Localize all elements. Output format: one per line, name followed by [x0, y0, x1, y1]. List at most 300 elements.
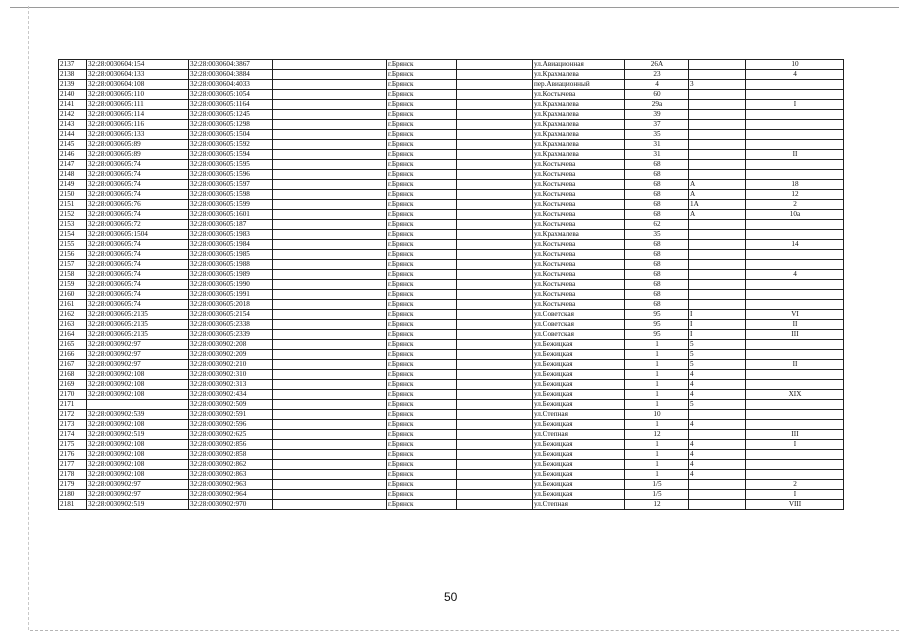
parcel-cadastral-cell: 32:28:0030604:133: [87, 70, 189, 80]
table-row: [59, 240, 844, 250]
parcel-cadastral-cell: 32:28:0030902:108: [87, 440, 189, 450]
premises-cell: [746, 340, 844, 350]
blank-cell: [273, 470, 387, 480]
building-cell: [689, 60, 746, 70]
building-cell: 4: [689, 420, 746, 430]
blank-cell: [273, 360, 387, 370]
blank-cell: [273, 220, 387, 230]
blank-cell: [273, 230, 387, 240]
table-row: [59, 300, 844, 310]
premises-cell: I: [746, 100, 844, 110]
parcel-cadastral-cell: 32:28:0030605:114: [87, 110, 189, 120]
blank-cell: [457, 320, 533, 330]
blank-cell: [273, 410, 387, 420]
table-row: [59, 290, 844, 300]
parcel-cadastral-cell: 32:28:0030605:116: [87, 120, 189, 130]
parcel-cadastral-cell: [87, 400, 189, 410]
object-cadastral-cell: 32:28:0030605:1991: [189, 290, 273, 300]
row-number-cell: 2174: [59, 430, 87, 440]
building-cell: I: [689, 320, 746, 330]
premises-cell: [746, 280, 844, 290]
row-number-cell: 2152: [59, 210, 87, 220]
blank-cell: [457, 260, 533, 270]
row-number-cell: 2154: [59, 230, 87, 240]
blank-cell: [273, 350, 387, 360]
parcel-cadastral-cell: 32:28:0030902:108: [87, 380, 189, 390]
house-number-cell: 1/5: [625, 490, 689, 500]
city-cell: г.Брянск: [387, 470, 457, 480]
street-cell: ул.Костычева: [533, 270, 625, 280]
building-cell: [689, 270, 746, 280]
building-cell: [689, 160, 746, 170]
table-row: [59, 120, 844, 130]
scan-edge-bottom: [30, 630, 899, 631]
scan-edge-top: [10, 7, 899, 8]
row-number-cell: 2163: [59, 320, 87, 330]
street-cell: ул.Бежицкая: [533, 480, 625, 490]
building-cell: I: [689, 310, 746, 320]
row-number-cell: 2171: [59, 400, 87, 410]
blank-cell: [457, 310, 533, 320]
house-number-cell: 39: [625, 110, 689, 120]
parcel-cadastral-cell: 32:28:0030605:2135: [87, 320, 189, 330]
building-cell: [689, 90, 746, 100]
parcel-cadastral-cell: 32:28:0030605:74: [87, 270, 189, 280]
row-number-cell: 2170: [59, 390, 87, 400]
street-cell: ул.Костычева: [533, 220, 625, 230]
register-sheet: [58, 59, 844, 510]
row-number-cell: 2140: [59, 90, 87, 100]
house-number-cell: 68: [625, 290, 689, 300]
blank-cell: [457, 150, 533, 160]
row-number-cell: 2165: [59, 340, 87, 350]
house-number-cell: 35: [625, 230, 689, 240]
object-cadastral-cell: 32:28:0030605:1983: [189, 230, 273, 240]
blank-cell: [457, 60, 533, 70]
premises-cell: II: [746, 150, 844, 160]
blank-cell: [457, 380, 533, 390]
blank-cell: [457, 480, 533, 490]
city-cell: г.Брянск: [387, 100, 457, 110]
house-number-cell: 1: [625, 450, 689, 460]
row-number-cell: 2149: [59, 180, 87, 190]
building-cell: [689, 100, 746, 110]
street-cell: ул.Бежицкая: [533, 350, 625, 360]
house-number-cell: 1: [625, 420, 689, 430]
building-cell: 4: [689, 470, 746, 480]
object-cadastral-cell: 32:28:0030605:1989: [189, 270, 273, 280]
table-row: [59, 490, 844, 500]
object-cadastral-cell: 32:28:0030902:858: [189, 450, 273, 460]
object-cadastral-cell: 32:28:0030604:3884: [189, 70, 273, 80]
object-cadastral-cell: 32:28:0030902:856: [189, 440, 273, 450]
table-row: [59, 440, 844, 450]
table-row: [59, 180, 844, 190]
street-cell: ул.Бежицкая: [533, 340, 625, 350]
building-cell: 5: [689, 360, 746, 370]
blank-cell: [273, 100, 387, 110]
city-cell: г.Брянск: [387, 480, 457, 490]
street-cell: ул.Костычева: [533, 190, 625, 200]
parcel-cadastral-cell: 32:28:0030902:539: [87, 410, 189, 420]
street-cell: ул.Костычева: [533, 160, 625, 170]
blank-cell: [273, 130, 387, 140]
street-cell: ул.Костычева: [533, 260, 625, 270]
row-number-cell: 2175: [59, 440, 87, 450]
house-number-cell: 26А: [625, 60, 689, 70]
register-body: [59, 60, 844, 510]
object-cadastral-cell: 32:28:0030902:209: [189, 350, 273, 360]
blank-cell: [273, 500, 387, 510]
table-row: [59, 200, 844, 210]
table-row: [59, 320, 844, 330]
house-number-cell: 37: [625, 120, 689, 130]
city-cell: г.Брянск: [387, 350, 457, 360]
house-number-cell: 68: [625, 170, 689, 180]
building-cell: [689, 150, 746, 160]
table-row: [59, 480, 844, 490]
object-cadastral-cell: 32:28:0030605:1596: [189, 170, 273, 180]
parcel-cadastral-cell: 32:28:0030902:108: [87, 390, 189, 400]
premises-cell: 4: [746, 70, 844, 80]
table-row: [59, 100, 844, 110]
house-number-cell: 31: [625, 150, 689, 160]
row-number-cell: 2161: [59, 300, 87, 310]
parcel-cadastral-cell: 32:28:0030604:108: [87, 80, 189, 90]
table-row: [59, 350, 844, 360]
premises-cell: 2: [746, 200, 844, 210]
parcel-cadastral-cell: 32:28:0030902:108: [87, 370, 189, 380]
blank-cell: [457, 360, 533, 370]
parcel-cadastral-cell: 32:28:0030605:133: [87, 130, 189, 140]
house-number-cell: 10: [625, 410, 689, 420]
street-cell: ул.Бежицкая: [533, 370, 625, 380]
blank-cell: [273, 120, 387, 130]
city-cell: г.Брянск: [387, 380, 457, 390]
street-cell: ул.Степная: [533, 430, 625, 440]
building-cell: [689, 430, 746, 440]
object-cadastral-cell: 32:28:0030605:2154: [189, 310, 273, 320]
table-row: [59, 380, 844, 390]
premises-cell: [746, 160, 844, 170]
row-number-cell: 2164: [59, 330, 87, 340]
city-cell: г.Брянск: [387, 330, 457, 340]
street-cell: ул.Костычева: [533, 210, 625, 220]
blank-cell: [273, 370, 387, 380]
object-cadastral-cell: 32:28:0030605:2338: [189, 320, 273, 330]
street-cell: ул.Бежицкая: [533, 390, 625, 400]
premises-cell: III: [746, 430, 844, 440]
house-number-cell: 68: [625, 260, 689, 270]
building-cell: [689, 290, 746, 300]
blank-cell: [457, 210, 533, 220]
parcel-cadastral-cell: 32:28:0030605:110: [87, 90, 189, 100]
building-cell: 4: [689, 460, 746, 470]
city-cell: г.Брянск: [387, 300, 457, 310]
blank-cell: [273, 450, 387, 460]
parcel-cadastral-cell: 32:28:0030902:108: [87, 420, 189, 430]
building-cell: [689, 230, 746, 240]
blank-cell: [457, 490, 533, 500]
building-cell: 4: [689, 440, 746, 450]
blank-cell: [457, 140, 533, 150]
house-number-cell: 4: [625, 80, 689, 90]
premises-cell: [746, 250, 844, 260]
street-cell: ул.Костычева: [533, 280, 625, 290]
object-cadastral-cell: 32:28:0030604:4033: [189, 80, 273, 90]
building-cell: [689, 120, 746, 130]
premises-cell: [746, 420, 844, 430]
street-cell: ул.Бежицкая: [533, 380, 625, 390]
row-number-cell: 2151: [59, 200, 87, 210]
table-row: [59, 460, 844, 470]
premises-cell: [746, 170, 844, 180]
street-cell: ул.Авиационная: [533, 60, 625, 70]
city-cell: г.Брянск: [387, 240, 457, 250]
table-row: [59, 420, 844, 430]
city-cell: г.Брянск: [387, 140, 457, 150]
premises-cell: [746, 400, 844, 410]
blank-cell: [273, 240, 387, 250]
blank-cell: [457, 130, 533, 140]
row-number-cell: 2144: [59, 130, 87, 140]
street-cell: ул.Бежицкая: [533, 360, 625, 370]
street-cell: ул.Костычева: [533, 90, 625, 100]
table-row: [59, 170, 844, 180]
object-cadastral-cell: 32:28:0030902:313: [189, 380, 273, 390]
object-cadastral-cell: 32:28:0030902:625: [189, 430, 273, 440]
house-number-cell: 68: [625, 210, 689, 220]
premises-cell: 2: [746, 480, 844, 490]
table-row: [59, 130, 844, 140]
blank-cell: [273, 110, 387, 120]
table-row: [59, 310, 844, 320]
city-cell: г.Брянск: [387, 180, 457, 190]
parcel-cadastral-cell: 32:28:0030605:74: [87, 160, 189, 170]
house-number-cell: 1: [625, 360, 689, 370]
house-number-cell: 68: [625, 250, 689, 260]
blank-cell: [273, 440, 387, 450]
blank-cell: [273, 250, 387, 260]
blank-cell: [457, 440, 533, 450]
street-cell: ул.Степная: [533, 410, 625, 420]
object-cadastral-cell: 32:28:0030605:2018: [189, 300, 273, 310]
premises-cell: [746, 220, 844, 230]
table-row: [59, 150, 844, 160]
city-cell: г.Брянск: [387, 450, 457, 460]
city-cell: г.Брянск: [387, 200, 457, 210]
parcel-cadastral-cell: 32:28:0030605:111: [87, 100, 189, 110]
object-cadastral-cell: 32:28:0030605:1245: [189, 110, 273, 120]
house-number-cell: 1: [625, 390, 689, 400]
row-number-cell: 2172: [59, 410, 87, 420]
building-cell: 5: [689, 400, 746, 410]
parcel-cadastral-cell: 32:28:0030605:1504: [87, 230, 189, 240]
blank-cell: [457, 470, 533, 480]
city-cell: г.Брянск: [387, 280, 457, 290]
row-number-cell: 2138: [59, 70, 87, 80]
blank-cell: [273, 90, 387, 100]
row-number-cell: 2141: [59, 100, 87, 110]
blank-cell: [273, 160, 387, 170]
street-cell: ул.Костычева: [533, 240, 625, 250]
blank-cell: [273, 430, 387, 440]
row-number-cell: 2162: [59, 310, 87, 320]
city-cell: г.Брянск: [387, 370, 457, 380]
parcel-cadastral-cell: 32:28:0030902:108: [87, 470, 189, 480]
building-cell: [689, 70, 746, 80]
city-cell: г.Брянск: [387, 70, 457, 80]
blank-cell: [273, 490, 387, 500]
object-cadastral-cell: 32:28:0030605:1592: [189, 140, 273, 150]
object-cadastral-cell: 32:28:0030902:310: [189, 370, 273, 380]
row-number-cell: 2178: [59, 470, 87, 480]
table-row: [59, 330, 844, 340]
street-cell: ул.Костычева: [533, 170, 625, 180]
parcel-cadastral-cell: 32:28:0030902:519: [87, 500, 189, 510]
street-cell: ул.Бежицкая: [533, 490, 625, 500]
city-cell: г.Брянск: [387, 90, 457, 100]
table-row: [59, 360, 844, 370]
row-number-cell: 2148: [59, 170, 87, 180]
city-cell: г.Брянск: [387, 170, 457, 180]
city-cell: г.Брянск: [387, 160, 457, 170]
row-number-cell: 2145: [59, 140, 87, 150]
object-cadastral-cell: 32:28:0030604:3867: [189, 60, 273, 70]
blank-cell: [457, 500, 533, 510]
row-number-cell: 2143: [59, 120, 87, 130]
table-row: [59, 450, 844, 460]
row-number-cell: 2158: [59, 270, 87, 280]
building-cell: А: [689, 210, 746, 220]
street-cell: ул.Бежицкая: [533, 470, 625, 480]
table-row: [59, 140, 844, 150]
city-cell: г.Брянск: [387, 60, 457, 70]
street-cell: ул.Крахмалева: [533, 230, 625, 240]
blank-cell: [273, 420, 387, 430]
table-row: [59, 500, 844, 510]
table-row: [59, 110, 844, 120]
blank-cell: [457, 280, 533, 290]
house-number-cell: 1: [625, 440, 689, 450]
parcel-cadastral-cell: 32:28:0030605:76: [87, 200, 189, 210]
building-cell: [689, 130, 746, 140]
blank-cell: [457, 400, 533, 410]
table-row: [59, 270, 844, 280]
house-number-cell: 1: [625, 380, 689, 390]
object-cadastral-cell: 32:28:0030902:591: [189, 410, 273, 420]
house-number-cell: 95: [625, 330, 689, 340]
street-cell: ул.Бежицкая: [533, 460, 625, 470]
row-number-cell: 2153: [59, 220, 87, 230]
blank-cell: [273, 300, 387, 310]
blank-cell: [273, 380, 387, 390]
house-number-cell: 1: [625, 340, 689, 350]
blank-cell: [457, 270, 533, 280]
blank-cell: [457, 80, 533, 90]
table-row: [59, 390, 844, 400]
table-row: [59, 210, 844, 220]
parcel-cadastral-cell: 32:28:0030902:97: [87, 360, 189, 370]
city-cell: г.Брянск: [387, 490, 457, 500]
premises-cell: 12: [746, 190, 844, 200]
table-row: [59, 70, 844, 80]
row-number-cell: 2167: [59, 360, 87, 370]
building-cell: [689, 410, 746, 420]
premises-cell: [746, 370, 844, 380]
object-cadastral-cell: 32:28:0030605:1985: [189, 250, 273, 260]
table-row: [59, 160, 844, 170]
blank-cell: [457, 90, 533, 100]
building-cell: 5: [689, 350, 746, 360]
row-number-cell: 2169: [59, 380, 87, 390]
city-cell: г.Брянск: [387, 400, 457, 410]
blank-cell: [457, 390, 533, 400]
parcel-cadastral-cell: 32:28:0030605:74: [87, 280, 189, 290]
object-cadastral-cell: 32:28:0030605:1504: [189, 130, 273, 140]
row-number-cell: 2173: [59, 420, 87, 430]
blank-cell: [457, 110, 533, 120]
premises-cell: [746, 80, 844, 90]
row-number-cell: 2166: [59, 350, 87, 360]
premises-cell: 14: [746, 240, 844, 250]
blank-cell: [273, 320, 387, 330]
house-number-cell: 29а: [625, 100, 689, 110]
object-cadastral-cell: 32:28:0030605:187: [189, 220, 273, 230]
row-number-cell: 2168: [59, 370, 87, 380]
parcel-cadastral-cell: 32:28:0030902:97: [87, 480, 189, 490]
blank-cell: [457, 120, 533, 130]
street-cell: ул.Крахмалева: [533, 150, 625, 160]
house-number-cell: 1: [625, 460, 689, 470]
blank-cell: [273, 170, 387, 180]
object-cadastral-cell: 32:28:0030902:964: [189, 490, 273, 500]
row-number-cell: 2139: [59, 80, 87, 90]
object-cadastral-cell: 32:28:0030605:1988: [189, 260, 273, 270]
premises-cell: [746, 130, 844, 140]
house-number-cell: 62: [625, 220, 689, 230]
house-number-cell: 68: [625, 300, 689, 310]
row-number-cell: 2157: [59, 260, 87, 270]
blank-cell: [457, 410, 533, 420]
object-cadastral-cell: 32:28:0030605:1298: [189, 120, 273, 130]
parcel-cadastral-cell: 32:28:0030902:108: [87, 460, 189, 470]
parcel-cadastral-cell: 32:28:0030902:97: [87, 340, 189, 350]
object-cadastral-cell: 32:28:0030605:1601: [189, 210, 273, 220]
object-cadastral-cell: 32:28:0030605:2339: [189, 330, 273, 340]
parcel-cadastral-cell: 32:28:0030605:2135: [87, 330, 189, 340]
scan-edge-left: [28, 6, 29, 630]
city-cell: г.Брянск: [387, 230, 457, 240]
blank-cell: [457, 250, 533, 260]
house-number-cell: 1: [625, 470, 689, 480]
row-number-cell: 2155: [59, 240, 87, 250]
house-number-cell: 68: [625, 240, 689, 250]
house-number-cell: 1: [625, 370, 689, 380]
row-number-cell: 2179: [59, 480, 87, 490]
blank-cell: [273, 190, 387, 200]
house-number-cell: 35: [625, 130, 689, 140]
building-cell: [689, 110, 746, 120]
house-number-cell: 23: [625, 70, 689, 80]
building-cell: [689, 300, 746, 310]
premises-cell: 10а: [746, 210, 844, 220]
street-cell: ул.Бежицкая: [533, 400, 625, 410]
parcel-cadastral-cell: 32:28:0030902:108: [87, 450, 189, 460]
building-cell: [689, 260, 746, 270]
street-cell: ул.Крахмалева: [533, 130, 625, 140]
city-cell: г.Брянск: [387, 500, 457, 510]
